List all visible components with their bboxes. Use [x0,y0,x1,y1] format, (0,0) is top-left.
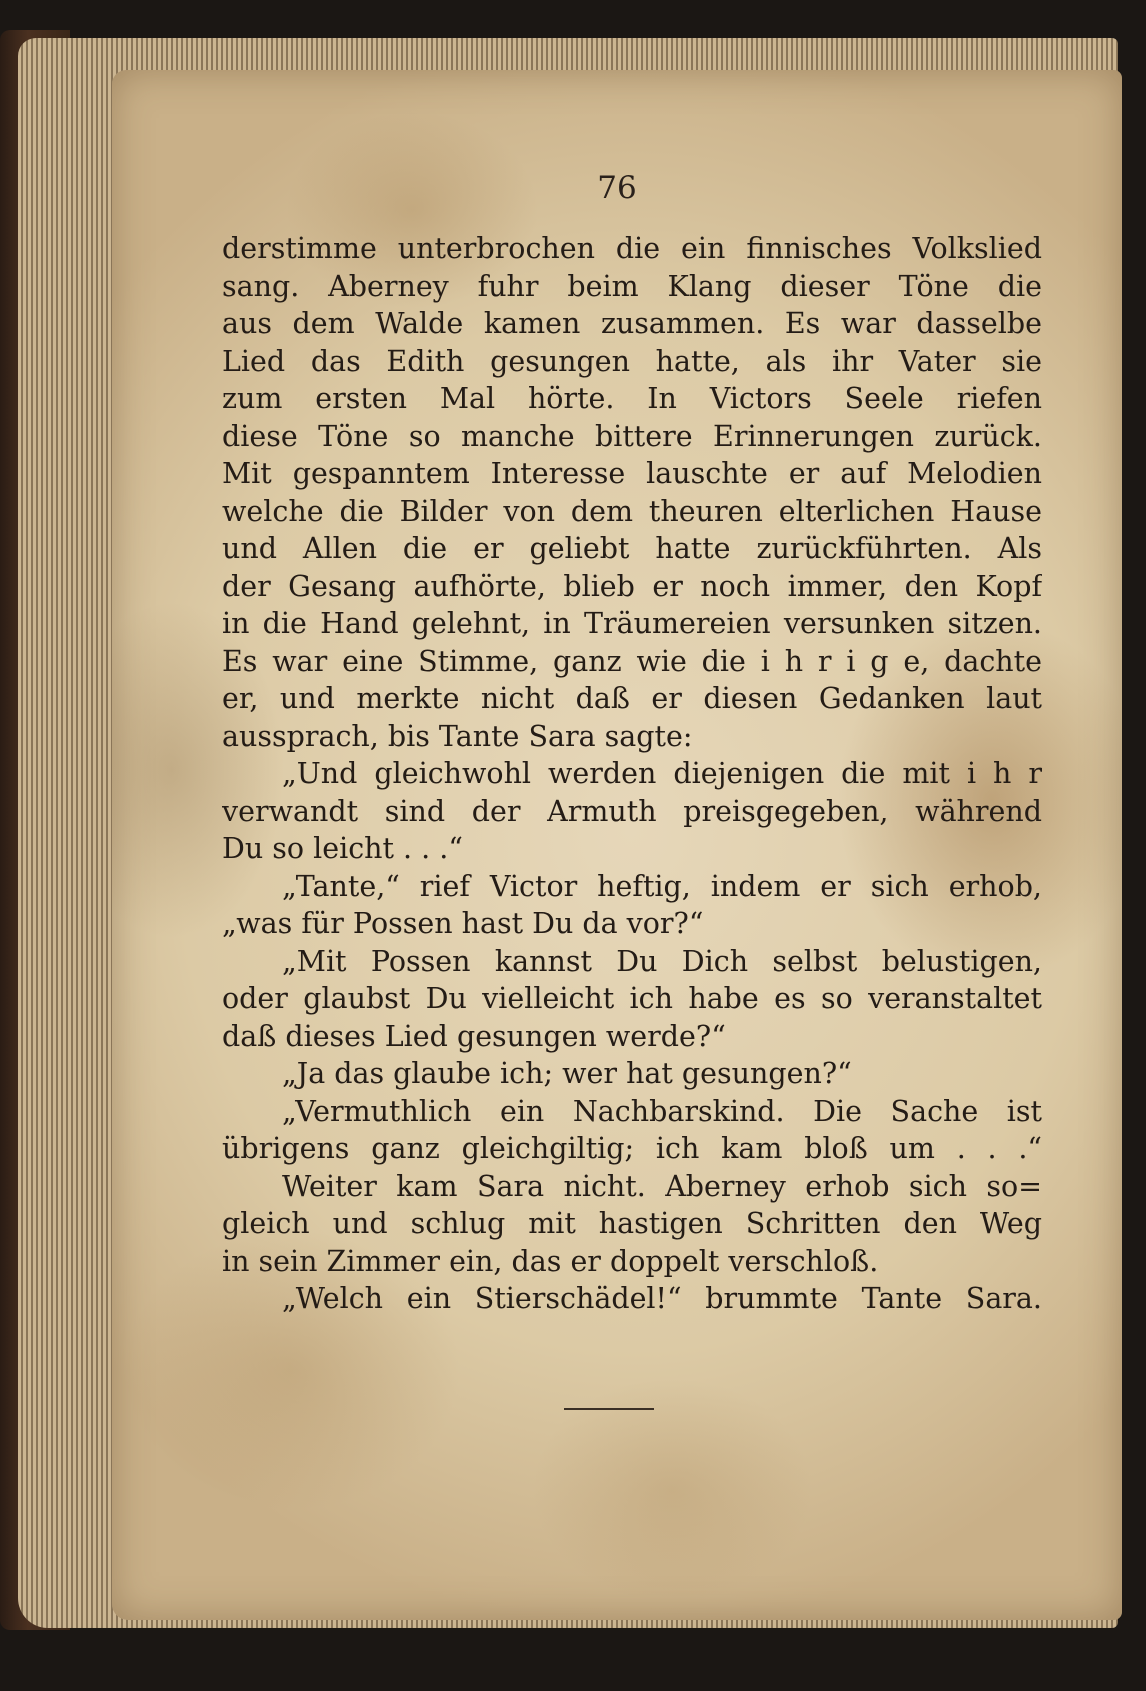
text-line: „Mit Possen kannst Du Dich selbst belustigen, [282,944,1042,978]
page-number: 76 [597,170,637,206]
text-line: „Welch ein Stierschädel!“ brummte Tante Sara. [282,1282,1042,1315]
text-line: „Ja das glaube ich; wer hat gesungen?“ [282,1057,852,1090]
text-line: in die Hand gelehnt, in Träumereien versunken sitzen. [222,607,1042,640]
text-line: „was für Possen hast Du da vor?“ [222,907,704,940]
text-line: „Und gleichwohl werden diejenigen die mit i h r [282,757,1042,790]
text-line: zum ersten Mal hörte. In Victors Seele riefen [222,382,1042,415]
text-line: daß dieses Lied gesungen werde?“ [222,1019,726,1053]
text-line: aus dem Walde kamen zusammen. Es war dasselbe [222,307,1042,340]
text-line: diese Töne so manche bittere Erinnerungen zurück. [222,419,1042,453]
text-line: der Gesang aufhörte, blieb er noch immer, den Kopf [222,569,1042,603]
text-line: verwandt sind der Armuth preisgegeben, während [222,794,1042,828]
text-line: in sein Zimmer ein, das er doppelt verschloß. [222,1244,879,1278]
text-line: Lied das Edith gesungen hatte, als ihr Vater sie [222,344,1042,378]
text-line: übrigens ganz gleichgiltig; ich kam bloß um . . .“ [222,1132,1042,1165]
body-text [222,230,1042,1318]
text-line: welche die Bilder von dem theuren elterlichen Hause [222,494,1042,528]
text-line: gleich und schlug mit hastigen Schritten den Weg [222,1207,1042,1240]
text-line: derstimme unterbrochen die ein finnisches Volkslied [222,232,1042,265]
text-line: aussprach, bis Tante Sara sagte: [222,719,693,753]
text-line: „Vermuthlich ein Nachbarskind. Die Sache ist [282,1094,1042,1128]
text-line: sang. Aberney fuhr beim Klang dieser Töne die [222,269,1042,303]
text-line: Es war eine Stimme, ganz wie die i h r i g e, dachte [222,644,1042,678]
text-line: Du so leicht . . .“ [222,832,463,865]
text-line: er, und merkte nicht daß er diesen Gedanken laut [222,682,1042,715]
text-line: Mit gespanntem Interesse lauschte er auf Melodien [222,457,1042,490]
text-line: Weiter kam Sara nicht. Aberney erhob sich so= [282,1169,1042,1203]
book-page [112,70,1122,1620]
section-divider [564,1408,654,1410]
text-line: oder glaubst Du vielleicht ich habe es so veranstaltet [222,982,1042,1015]
text-line: und Allen die er geliebt hatte zurückführten. Als [222,532,1042,565]
text-line: „Tante,“ rief Victor heftig, indem er sich erhob, [282,869,1042,903]
